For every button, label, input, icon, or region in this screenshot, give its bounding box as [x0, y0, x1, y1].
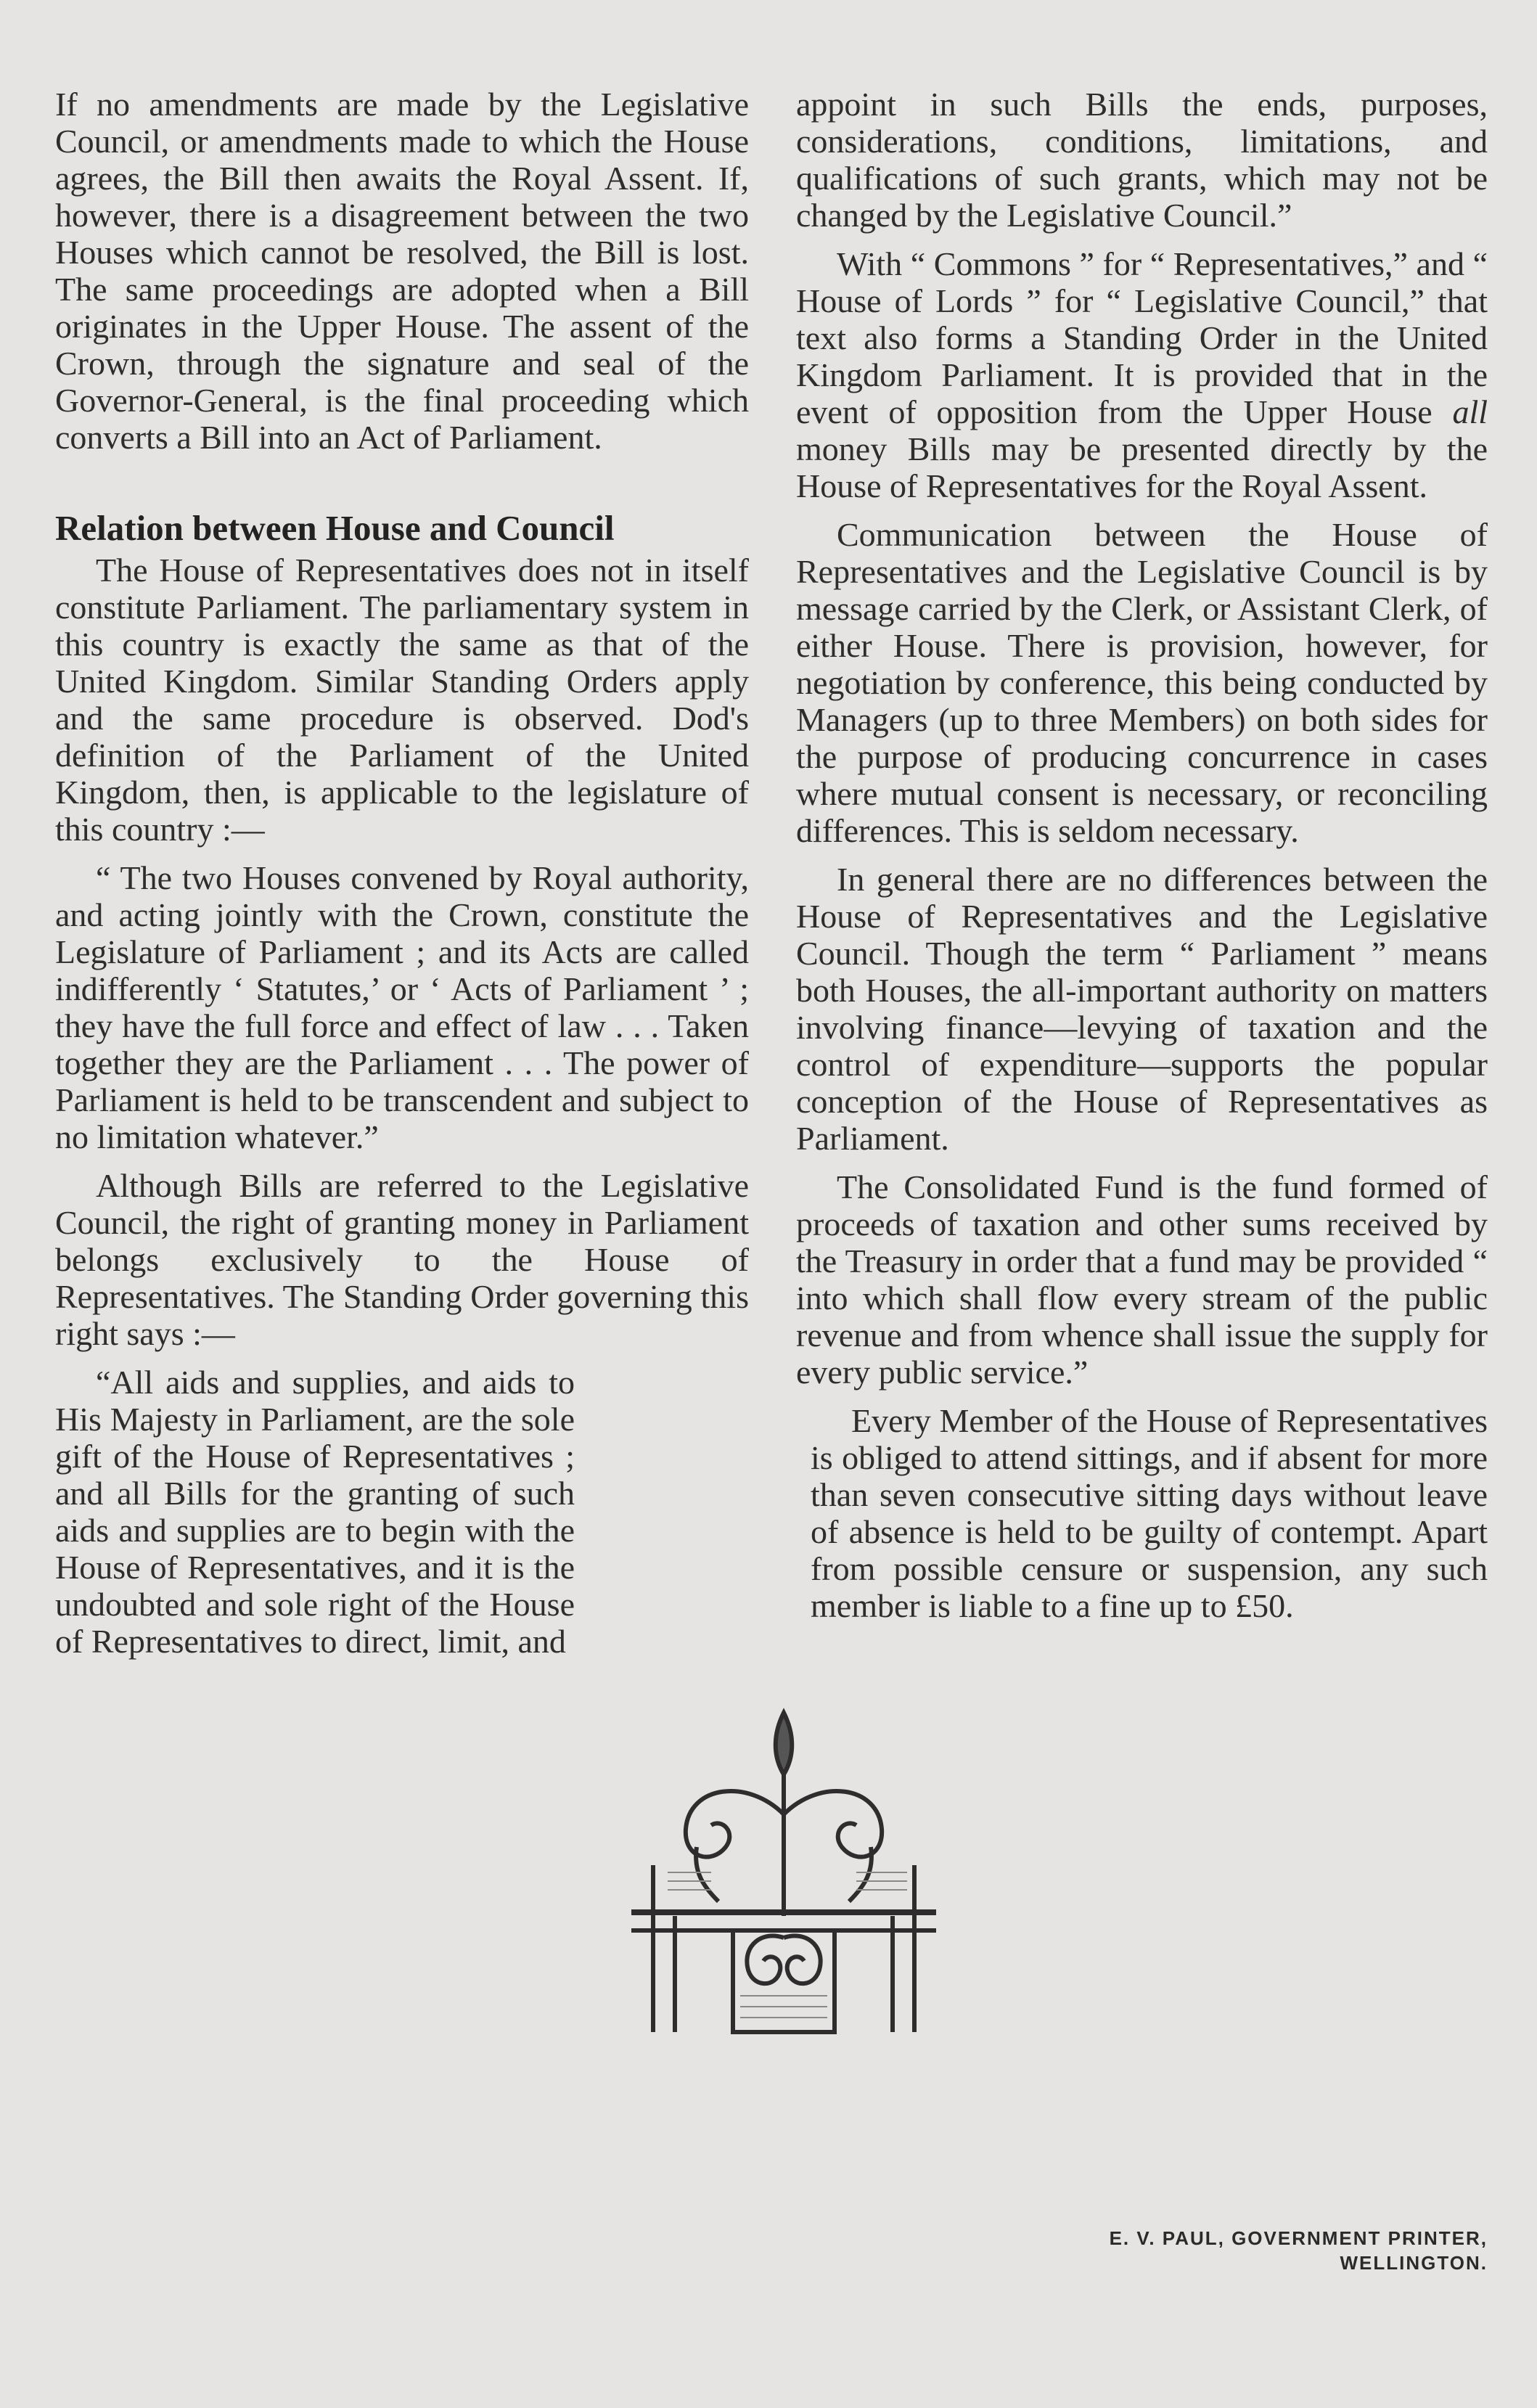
section-heading: Relation between House and Council — [55, 508, 615, 548]
quote-standing-order: “All aids and supplies, and aids to His Majesty in Parliament, are the sole gift of the House of Representatives ; and all Bills for the granting of such aids and supplies are to begin with the House of Representatives, and it is the undoubted and sole right of the House of Representatives to direct, limit, and — [55, 1364, 575, 1660]
quote-dod-definition: “ The two Houses convened by Royal authority, and acting jointly with the Crown, constitute the Legislature of Parliament ; and its Acts are called indifferently ‘ Statutes,’ or ‘ Acts of Parliament ’ ; they have the full force and effect of law . . . Taken together they are the Parliament . . . The power of Parliament is held to be transcendent and subject to no limitation whatever.” — [55, 859, 749, 1155]
paragraph-parliament-definition: The House of Representatives does not in itself constitute Parliament. The parliamentary system in this country is exactly the same as that of the United Kingdom. Similar Standing Orders apply and the same procedure is observed. Dod's definition of the Parliament of the United Kingdom, then, is applicable to the legislature of this country :— — [55, 552, 749, 848]
paragraph-granting-money: Although Bills are referred to the Legislative Council, the right of granting money in Parliament belongs exclusively to the House of Representatives. The Standing Order governing this right says :— — [55, 1167, 749, 1352]
paragraph-no-differences: In general there are no differences between the House of Representatives and the Legislative Council. Though the term “ Parliament ” means both Houses, the all-important authority on matters involving finance—levying of taxation and the control of expenditure—supports the popular conception of the House of Representatives as Parliament. — [796, 861, 1488, 1157]
paragraph-consolidated-fund: The Consolidated Fund is the fund formed of proceeds of taxation and other sums received by the Treasury in order that a fund may be provided “ into which shall flow every stream of the public revenue and from whence shall issue the supply for every public service.” — [796, 1168, 1488, 1391]
printer-city: WELLINGTON. — [1340, 2252, 1488, 2274]
commons-text-end: money Bills may be presented directly by the House of Representatives for the Royal Assent. — [796, 430, 1488, 504]
paragraph-royal-assent: If no amendments are made by the Legislative Council, or amendments made to which the House agrees, the Bill then awaits the Royal Assent. If, however, there is a disagreement between the two Houses which cannot be resolved, the Bill is lost. The same proceedings are adopted when a Bill originates in the Upper House. The assent of the Crown, through the signature and seal of the Governor-General, is the final proceeding which converts a Bill into an Act of Parliament. — [55, 86, 749, 456]
paragraph-commons-lords — [796, 245, 1488, 504]
commons-text: With “ Commons ” for “ Representatives,” and “ House of Lords ” for “ Legislative Council,” that text also forms a Standing Order in the United Kingdom Parliament. It is provided that in the event of opposition from the Upper House — [796, 245, 1488, 430]
paragraph-member-attendance: Every Member of the House of Representatives is obliged to attend sittings, and if absent for more than seven consecutive sitting days without leave of absence is held to be guilty of contempt. Apart from possible censure or suspension, any such member is liable to a fine up to £50. — [811, 1402, 1488, 1624]
quote-standing-order-continued: appoint in such Bills the ends, purposes, considerations, conditions, limitations, and qualifications of such grants, which may not be changed by the Legislative Council.” — [796, 86, 1488, 234]
right-column — [796, 86, 1488, 1830]
paragraph-communication: Communication between the House of Representatives and the Legislative Council is by message carried by the Clerk, or Assistant Clerk, of either House. There is provision, however, for negotiation by conference, this being conducted by Managers (up to three Members) on both sides for the purpose of producing concurrence in cases where mutual consent is necessary, or reconciling differences. This is seldom necessary. — [796, 516, 1488, 849]
printer-name: E. V. PAUL, GOVERNMENT PRINTER, — [1109, 2227, 1488, 2249]
printer-imprint — [1016, 2226, 1488, 2275]
crown-railing-ornament-icon — [624, 1691, 943, 2039]
emphasis-all: all — [1452, 393, 1488, 430]
